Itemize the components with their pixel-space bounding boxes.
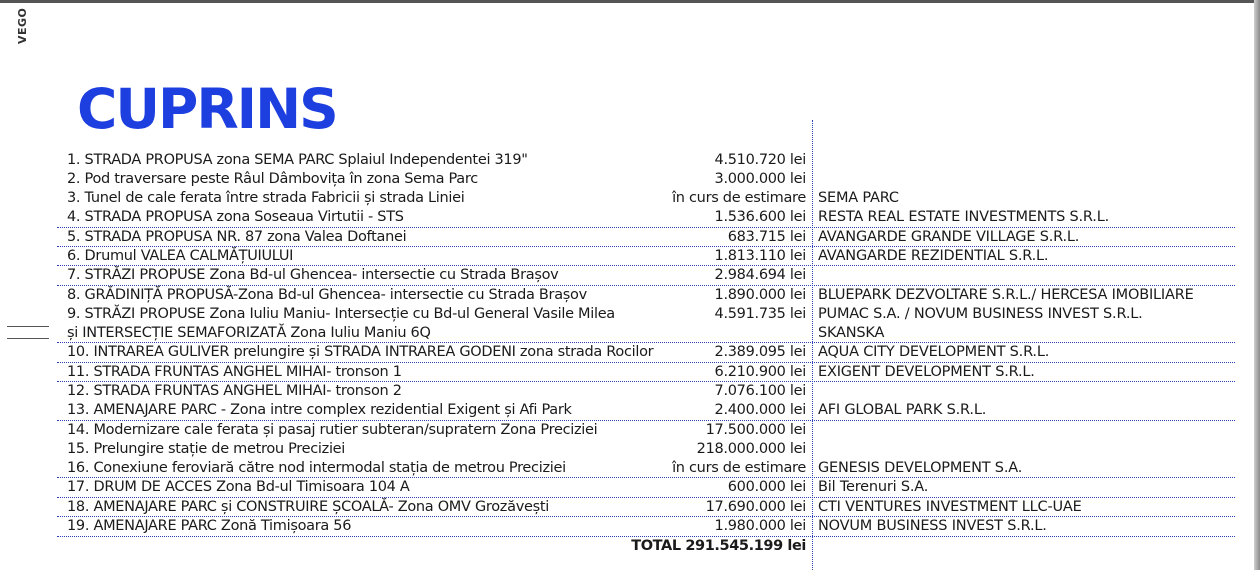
item-company: BLUEPARK DEZVOLTARE S.R.L./ HERCESA IMOBILIARE <box>818 287 1194 303</box>
item-title: 17. DRUM DE ACCES Zona Bd-ul Timisoara 104 A <box>67 479 410 495</box>
table-row <box>0 324 1260 343</box>
item-company: AVANGARDE REZIDENTIAL S.R.L. <box>818 248 1049 264</box>
row-divider <box>57 342 1235 343</box>
row-divider <box>57 265 1235 266</box>
item-title: 19. AMENAJARE PARC Zonă Timișoara 56 <box>67 518 352 534</box>
item-title: 18. AMENAJARE PARC și CONSTRUIRE ȘCOALĂ- Zona OMV Grozăvești <box>67 499 549 515</box>
item-company: RESTA REAL ESTATE INVESTMENTS S.R.L. <box>818 209 1109 225</box>
table-row <box>0 305 1260 324</box>
item-amount: 2.984.694 lei <box>714 267 806 283</box>
row-divider <box>57 285 1235 286</box>
table-row <box>0 170 1260 189</box>
top-border <box>0 0 1260 3</box>
item-amount: 2.389.095 lei <box>714 344 806 360</box>
item-amount: 1.890.000 lei <box>714 287 806 303</box>
item-company: Bil Terenuri S.A. <box>818 479 929 495</box>
item-company: CTI VENTURES INVESTMENT LLC-UAE <box>818 499 1082 515</box>
item-title: 11. STRADA FRUNTAS ANGHEL MIHAI- tronson 1 <box>67 364 402 380</box>
item-title: 1. STRADA PROPUSA zona SEMA PARC Splaiul Independentei 319" <box>67 152 528 168</box>
page-title: CUPRINS <box>77 77 337 141</box>
row-divider <box>57 381 1235 382</box>
table-row <box>0 478 1260 497</box>
item-company: AVANGARDE GRANDE VILLAGE S.R.L. <box>818 229 1080 245</box>
item-title: 5. STRADA PROPUSA NR. 87 zona Valea Doftanei <box>67 229 407 245</box>
item-title: 3. Tunel de cale ferata între strada Fabricii și strada Liniei <box>67 190 465 206</box>
item-company: AFI GLOBAL PARK S.R.L. <box>818 402 987 418</box>
item-amount: 4.510.720 lei <box>714 152 806 168</box>
table-row <box>0 498 1260 517</box>
item-amount: 600.000 lei <box>727 479 806 495</box>
total-amount: TOTAL 291.545.199 lei <box>631 538 806 554</box>
item-company: SKANSKA <box>818 325 885 341</box>
row-divider <box>57 516 1235 517</box>
item-amount: 1.813.110 lei <box>714 248 806 264</box>
item-amount: în curs de estimare <box>672 190 806 206</box>
item-title: 15. Prelungire stație de metrou Preciziei <box>67 441 346 457</box>
item-title: 14. Modernizare cale ferata și pasaj rutier subteran/supratern Zona Preciziei <box>67 422 598 438</box>
row-divider <box>57 246 1235 247</box>
item-company: SEMA PARC <box>818 190 899 206</box>
item-amount: 7.076.100 lei <box>714 383 806 399</box>
row-divider <box>57 227 1235 228</box>
item-amount: 1.536.600 lei <box>714 209 806 225</box>
table-row <box>0 228 1260 247</box>
item-title: 9. STRĂZI PROPUSE Zona Iuliu Maniu- Intersecție cu Bd-ul General Vasile Milea <box>67 306 615 322</box>
table-row <box>0 363 1260 382</box>
item-amount: 4.591.735 lei <box>714 306 806 322</box>
item-title: 12. STRADA FRUNTAS ANGHEL MIHAI- tronson 2 <box>67 383 402 399</box>
table-row <box>0 151 1260 170</box>
item-title: și INTERSECȚIE SEMAFORIZATĂ Zona Iuliu Maniu 6Q <box>67 325 431 341</box>
item-amount: 1.980.000 lei <box>714 518 806 534</box>
item-company: EXIGENT DEVELOPMENT S.R.L. <box>818 364 1035 380</box>
table-row <box>0 189 1260 208</box>
item-title: 16. Conexiune feroviară către nod intermodal stația de metrou Preciziei <box>67 460 566 476</box>
table-row <box>0 382 1260 401</box>
item-company: NOVUM BUSINESS INVEST S.R.L. <box>818 518 1047 534</box>
table-row <box>0 517 1260 536</box>
table-row <box>0 266 1260 285</box>
item-amount: 683.715 lei <box>727 229 806 245</box>
row-divider <box>57 536 1235 537</box>
item-title: 8. GRĂDINIȚĂ PROPUSĂ-Zona Bd-ul Ghencea- intersectie cu Strada Brașov <box>67 287 587 303</box>
row-divider <box>57 477 1235 478</box>
table-row <box>0 421 1260 440</box>
item-title: 13. AMENAJARE PARC - Zona intre complex rezidential Exigent și Afi Park <box>67 402 572 418</box>
item-amount: 6.210.900 lei <box>714 364 806 380</box>
item-amount: 17.690.000 lei <box>705 499 806 515</box>
item-amount: 2.400.000 lei <box>714 402 806 418</box>
table-row <box>0 343 1260 362</box>
item-title: 2. Pod traversare peste Râul Dâmbovița în zona Sema Parc <box>67 171 478 187</box>
item-title: 4. STRADA PROPUSA zona Soseaua Virtutii - STS <box>67 209 404 225</box>
item-title: 10. INTRAREA GULIVER prelungire și STRADA INTRAREA GODENI zona strada Rocilor <box>67 344 654 360</box>
row-divider <box>57 362 1235 363</box>
row-divider <box>57 497 1235 498</box>
side-logo: VEGO <box>16 7 29 44</box>
item-amount: 3.000.000 lei <box>714 171 806 187</box>
item-amount: 218.000.000 lei <box>696 441 806 457</box>
table-row <box>0 208 1260 227</box>
table-row <box>0 401 1260 420</box>
table-row <box>0 247 1260 266</box>
item-title: 7. STRĂZI PROPUSE Zona Bd-ul Ghencea- intersectie cu Strada Brașov <box>67 267 559 283</box>
item-company: AQUA CITY DEVELOPMENT S.R.L. <box>818 344 1050 360</box>
item-company: PUMAC S.A. / NOVUM BUSINESS INVEST S.R.L. <box>818 306 1143 322</box>
item-amount: în curs de estimare <box>672 460 806 476</box>
table-row <box>0 440 1260 459</box>
item-title: 6. Drumul VALEA CALMĂȚUIULUI <box>67 248 294 264</box>
table-row <box>0 286 1260 305</box>
table-row <box>0 459 1260 478</box>
item-company: GENESIS DEVELOPMENT S.A. <box>818 460 1023 476</box>
row-divider <box>57 420 1235 421</box>
item-amount: 17.500.000 lei <box>705 422 806 438</box>
